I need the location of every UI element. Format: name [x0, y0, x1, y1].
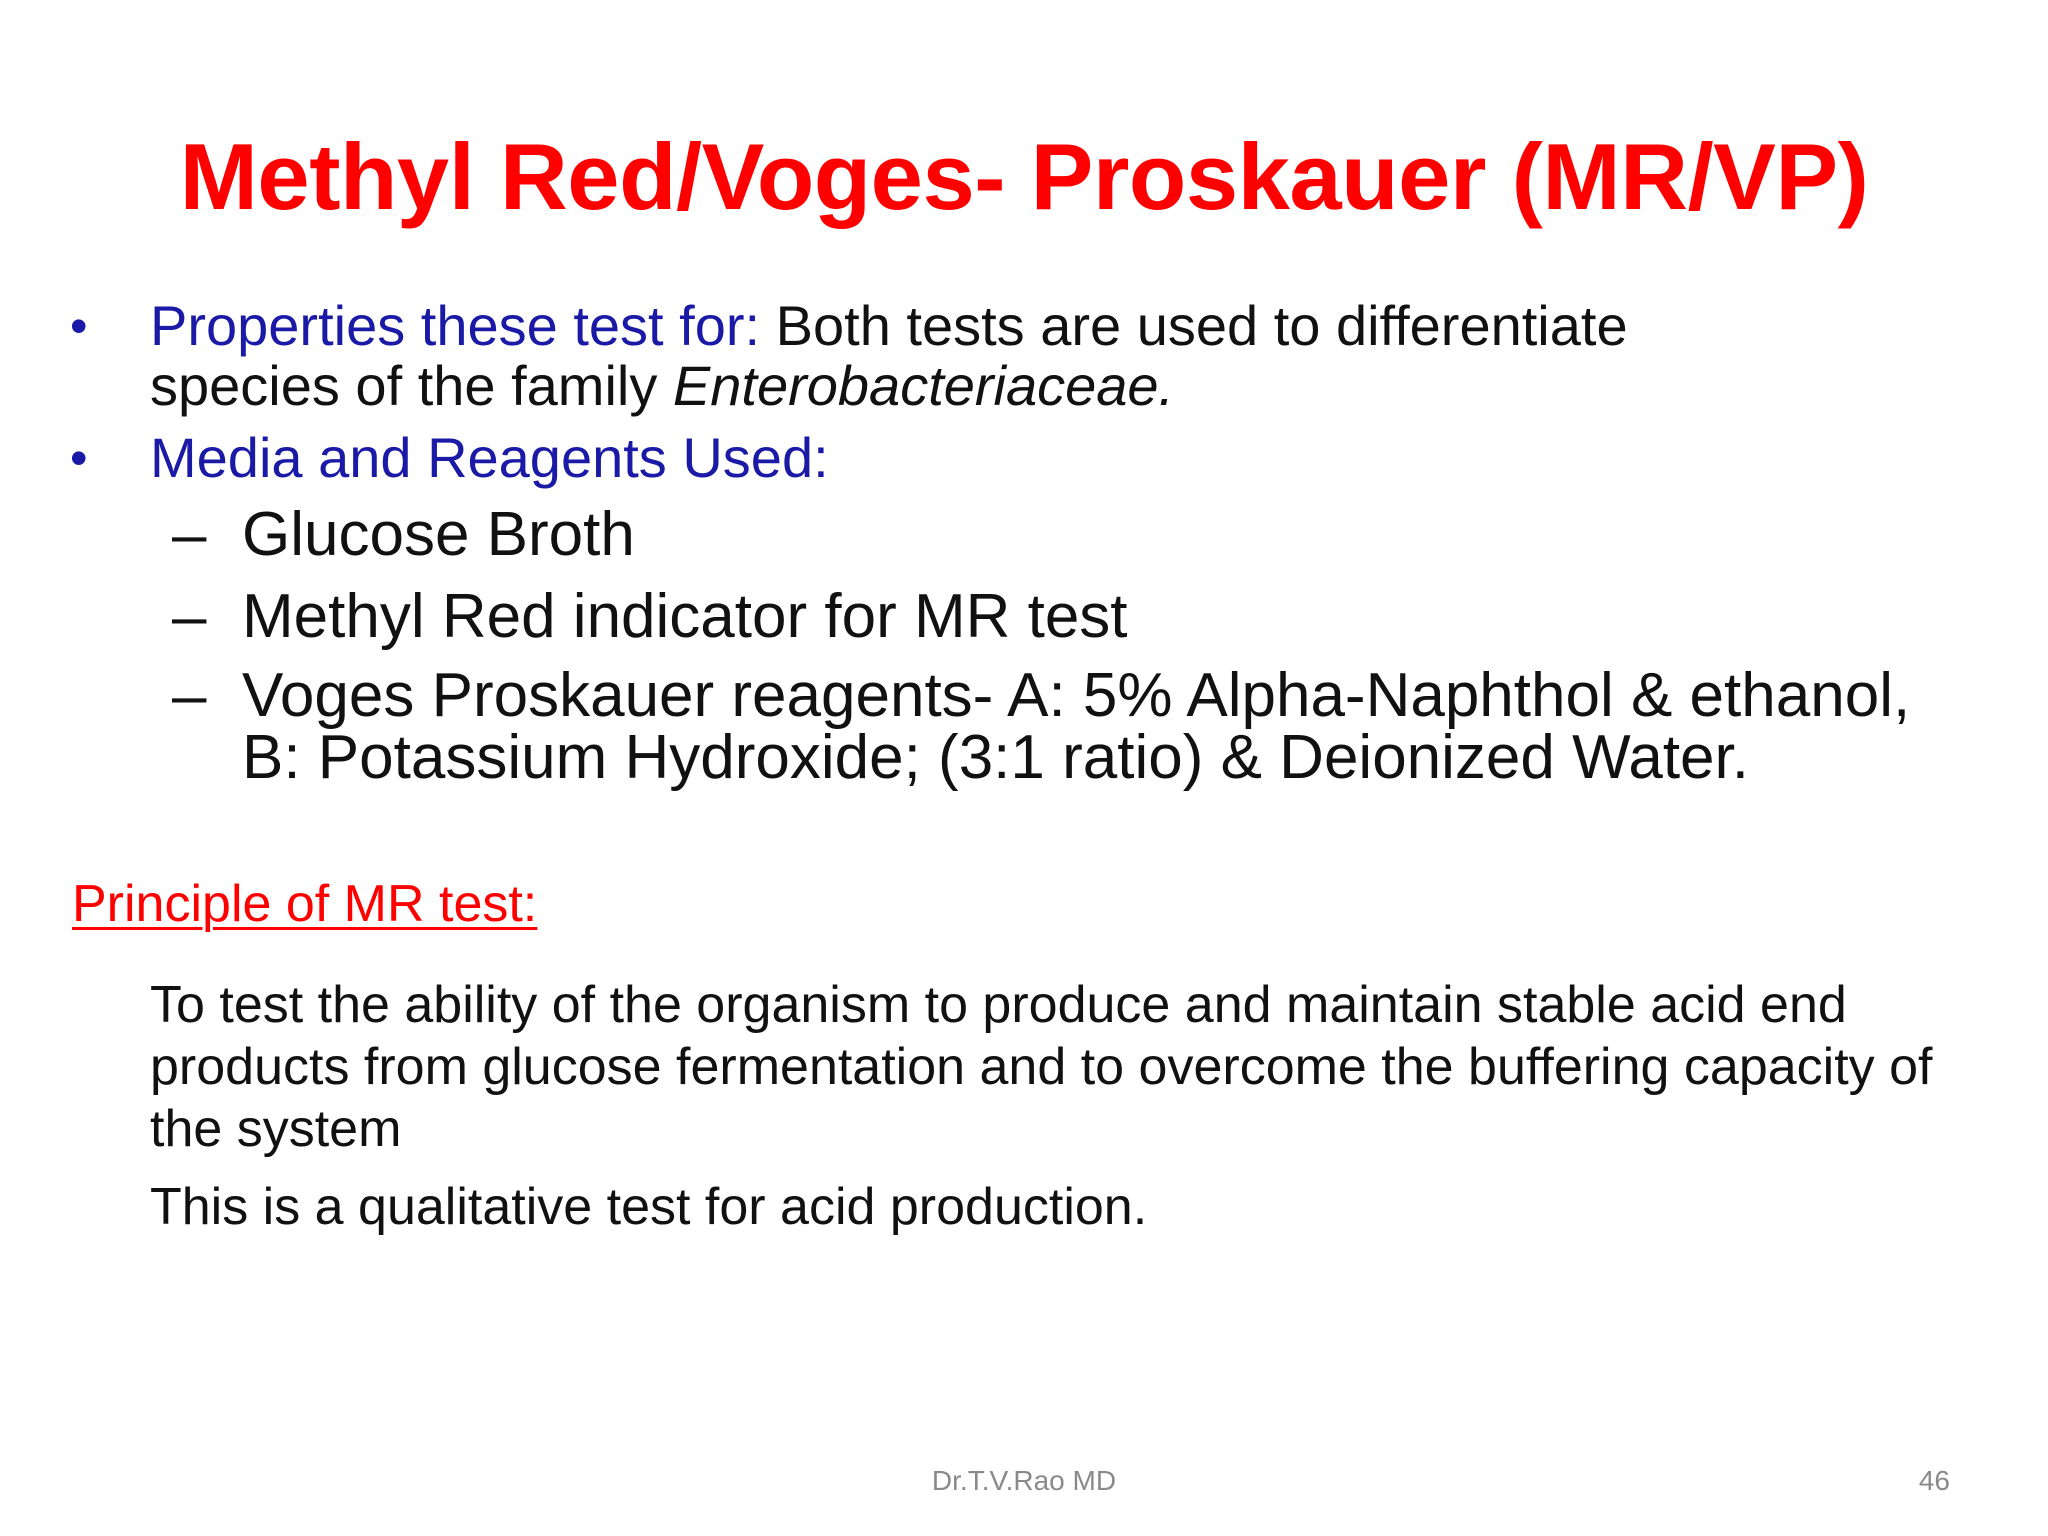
sub-item-glucose-broth	[172, 500, 1972, 569]
bullet-properties	[70, 296, 1970, 416]
bullet-properties-lead: Properties these test for:	[150, 294, 761, 357]
sub-item-text: Voges Proskauer reagents- A: 5% Alpha-Naphthol & ethanol, B: Potassium Hydroxide; (3:1 ratio) & Deionized Water.	[242, 661, 1911, 792]
dash-icon: –	[172, 582, 207, 651]
bullet-media-lead: Media and Reagents Used:	[150, 426, 829, 489]
sub-item-text: Glucose Broth	[242, 500, 635, 569]
bullet-properties-body-line1: Both tests are used to differentiate	[760, 294, 1628, 357]
principle-note: This is a qualitative test for acid production.	[150, 1178, 1148, 1236]
slide-title: Methyl Red/Voges- Proskauer (MR/VP)	[179, 124, 1869, 229]
dash-icon: –	[172, 500, 207, 569]
bullet-icon: •	[70, 430, 88, 486]
principle-heading: Principle of MR test:	[72, 875, 538, 933]
principle-paragraph: To test the ability of the organism to produce and maintain stable acid end products from glucose fermentation and to overcome the buffering capacity of the system	[150, 976, 1933, 1158]
footer-author: Dr.T.V.Rao MD	[931, 1465, 1117, 1496]
family-name: Enterobacteriaceae.	[672, 354, 1175, 417]
dash-icon: –	[172, 661, 207, 730]
bullet-properties-body-line2: species of the family	[150, 354, 673, 417]
bullet-properties-text	[150, 296, 1970, 416]
bullet-icon: •	[70, 298, 88, 354]
bullet-media	[70, 428, 1970, 488]
sub-item-vp-reagents	[172, 661, 1972, 792]
sub-item-text: Methyl Red indicator for MR test	[242, 582, 1128, 651]
sub-item-methyl-red	[172, 582, 1972, 651]
page-number: 46	[1918, 1465, 1950, 1496]
